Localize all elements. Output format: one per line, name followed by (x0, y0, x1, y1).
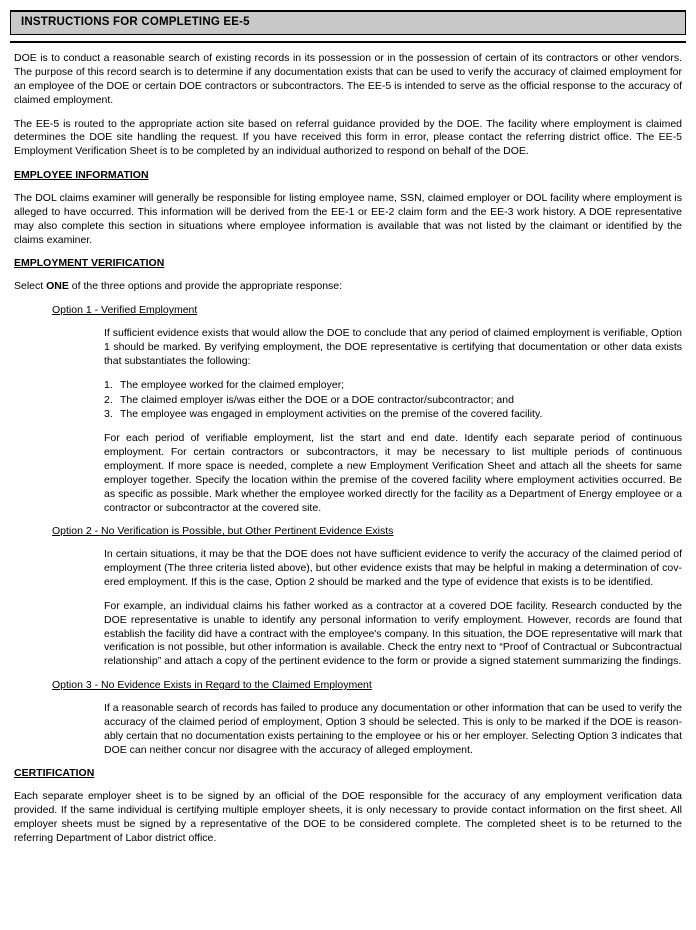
certification-paragraph: Each separate employer sheet is to be signed by an official of the DOE responsible for the accuracy of any employment verification data provided. If the same individual is certifying multiple employer sheets, it is only necessary to provide contact information on the first sheet. All employer sheets must be signed by a representative of the DOE to be considered complete. The completed sheet is to be returned to the referring Department of Labor district office. (14, 790, 682, 844)
list-number: 2. (104, 393, 113, 406)
header-divider (10, 41, 686, 43)
option-3-heading: Option 3 - No Evidence Exists in Regard to the Claimed Employment (52, 679, 372, 692)
list-item (104, 394, 682, 408)
select-emphasis: ONE (46, 280, 69, 293)
page-title: INSTRUCTIONS FOR COMPLETING EE-5 (10, 12, 686, 35)
section-heading-certification: CERTIFICATION (14, 767, 95, 780)
list-item (104, 379, 682, 393)
option-3-content (104, 702, 682, 757)
select-prefix: Select (14, 280, 47, 293)
option-2-heading: Option 2 - No Verification is Possible, but Other Pertinent Evidence Exists (52, 525, 394, 538)
title-bar-wrapper (0, 12, 696, 35)
option-3-paragraph-1: If a reasonable search of records has failed to produce any documentation or other information that can be used to verify the accuracy of the claimed period of employment, Option 3 should be selected. This is only to be marked if the DOE is reason-ably certain that no documentation exists pertaining to the employee or his or her employer. Selecting Option 3 indicates that DOE can neither concur nor disagree with the accuracy of alleged employment. (104, 701, 682, 756)
list-item (104, 408, 682, 422)
list-item-text: The employee was engaged in employment activities on the premise of the covered facility. (120, 408, 543, 421)
option-1-heading: Option 1 - Verified Employment (52, 304, 198, 317)
list-item-text: The claimed employer is/was either the DOE or a DOE contractor/subcontractor; and (120, 393, 514, 406)
select-one-instruction (14, 280, 682, 294)
select-suffix: of the three options and provide the appropriate response: (68, 280, 343, 293)
intro-paragraph-1: DOE is to conduct a reasonable search of existing records in its possession or in the possession of certain of its contractors or other vendors. The purpose of this record search is to determine if any documentation exists that can be used to verify the accuracy of claimed employment for an employee of the DOE or certain DOE contractors or subcontractors. The EE-5 is intended to serve as the official response to the accuracy of claimed employment. (14, 52, 682, 106)
instructions-page (0, 10, 696, 846)
employee-information-paragraph: The DOL claims examiner will generally be responsible for listing employee name, SSN, claimed employer or DOL facility where employment is alleged to have occurred. This information will be derived from the EE-1 or EE-2 claim form and the EE-3 work history. A DOE representative may also complete this section in situations where employee information is available that was not listed by the claimant or identified by the claims examiner. (14, 192, 682, 246)
list-number: 1. (104, 378, 113, 391)
option-1-content (104, 327, 682, 515)
section-heading-employment-verification: EMPLOYMENT VERIFICATION (14, 257, 165, 270)
option-2-paragraph-2: For example, an individual claims his father worked as a contractor at a covered DOE facility. Research conducted by the DOE representative is unable to identify any personal information to verify employment. However, records are found that establish the facility did have a contract with the employee's company. In this situation, the DOE representative will mark that verification is not possible, but other information is available. Check the entry next to “Proof of Contractual or Subcontractual relationship” and attach a copy of the pertinent evidence to the form or provide a signed statement summarizing the findings. (104, 599, 682, 668)
option-1-block (52, 304, 682, 757)
option-2-paragraph-1: In certain situations, it may be that the DOE does not have sufficient evidence to verify the accuracy of the claimed period of employment (The three criteria listed above), but other evidence exists that may be helpful in making a determination of cov-ered employment. If this is the case, Option 2 should be marked and the type of evidence that exists is to be identified. (104, 548, 682, 588)
list-number: 3. (104, 408, 113, 421)
option-1-paragraph-1: If sufficient evidence exists that would allow the DOE to conclude that any period of claimed employment is verifiable, Option 1 should be marked. By verifying employment, the DOE representative is certifying that documentation or other data exists that substantiates the following: (104, 327, 682, 367)
list-item-text: The employee worked for the claimed employer; (120, 378, 345, 391)
section-heading-employee-information: EMPLOYEE INFORMATION (14, 169, 149, 182)
document-body (0, 52, 696, 846)
option-1-criteria-list (104, 379, 682, 423)
option-1-paragraph-2: For each period of verifiable employment, list the start and end date. Identify each separate period of continuous employment. For certain contractors or subcontractors, it may be necessary to list multiple periods of continuous employment. If more space is needed, complete a new Employment Verification Sheet and attach all the sheets for same employer together. Specify the location within the premise of the covered facility where employment activities occurred. Be as specific as possible. Mark whether the employee worked directly for the facility as a Department of Energy employee or a contractor or subcontractor at the covered site. (104, 432, 682, 514)
option-2-content (104, 548, 682, 669)
intro-paragraph-2: The EE-5 is routed to the appropriate action site based on referral guidance provided by the DOE. The facility where employment is claimed determines the DOE site handling the request. If you have received this form in error, please contact the referring district office. The EE-5 Employment Verification Sheet is to be completed by an individual authorized to respond on behalf of the DOE. (14, 117, 682, 158)
